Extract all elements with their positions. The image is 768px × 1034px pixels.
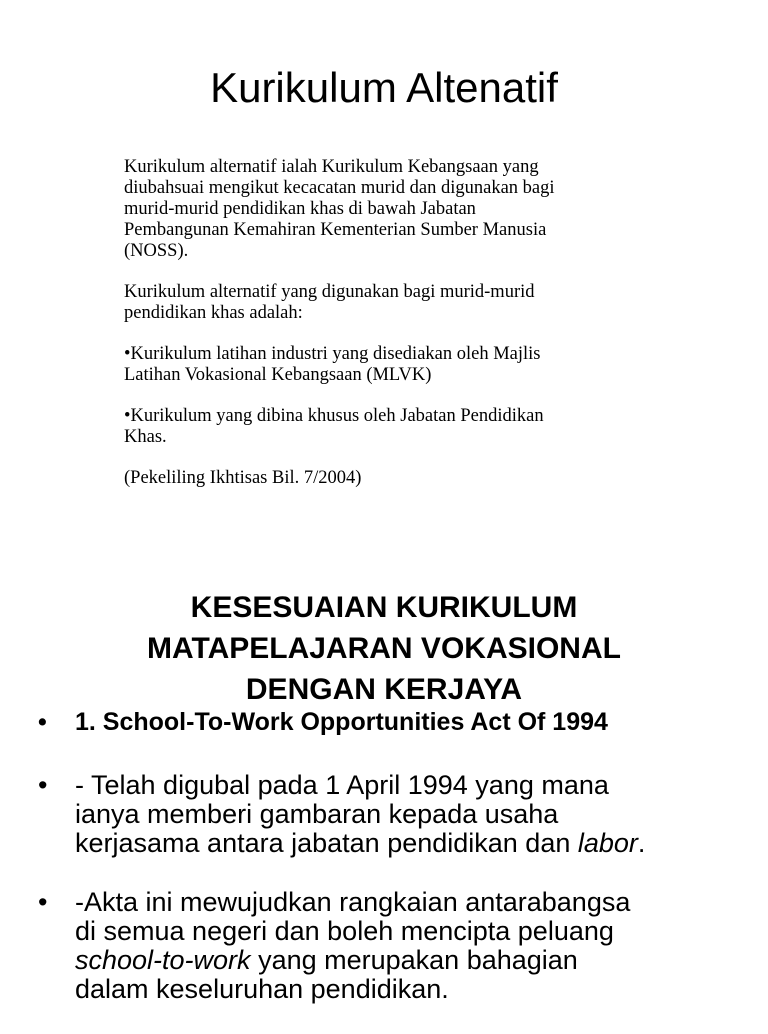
- bullet-text: 1. School-To-Work Opportunities Act Of 1994: [75, 708, 608, 736]
- bullet-act-enacted: [0, 771, 768, 858]
- bullet-line: di semua negeri dan boleh mencipta peluang: [75, 916, 614, 946]
- paragraph-definition: Kurikulum alternatif ialah Kurikulum Kebangsaan yang diubahsuai mengikut kecacatan murid dan digunakan bagi murid-murid pendidikan khas di bawah Jabatan Pembangunan Kemahiran Kementerian Sumber Manusia (NOSS).: [124, 157, 555, 261]
- bullet-line-text: yang merupakan bahagian: [250, 945, 578, 975]
- paragraph-mlvk: •Kurikulum latihan industri yang disediakan oleh Majlis Latihan Vokasional Kebangsaan (MLVK): [124, 344, 541, 385]
- bullet-icon: •: [38, 887, 48, 917]
- bullet-line: dalam keseluruhan pendidikan.: [75, 974, 449, 1004]
- bullet-line-text: kerjasama antara jabatan pendidikan dan: [75, 828, 578, 858]
- bullet-act-title: [0, 708, 768, 737]
- slide2-title-line: MATAPELAJARAN VOKASIONAL: [147, 632, 621, 665]
- bullet-line-emphasis: labor: [577, 828, 638, 858]
- paragraph-intro: Kurikulum alternatif yang digunakan bagi murid-murid pendidikan khas adalah:: [124, 282, 535, 323]
- bullet-line: ianya memberi gambaran kepada usaha: [75, 799, 559, 829]
- slide1-body: [124, 157, 644, 509]
- bullet-act-network: [0, 888, 768, 1004]
- slide2-title: [0, 587, 768, 710]
- paragraph-reference: (Pekeliling Ikhtisas Bil. 7/2004): [124, 468, 362, 488]
- paragraph-jpk: •Kurikulum yang dibina khusus oleh Jabatan Pendidikan Khas.: [124, 406, 544, 447]
- bullet-icon: •: [38, 770, 48, 800]
- slide2-title-line: KESESUAIAN KURIKULUM: [190, 591, 578, 624]
- slide1-title: Kurikulum Altenatif: [210, 64, 558, 111]
- slide2-title-line: DENGAN KERJAYA: [245, 673, 523, 706]
- bullet-line-emphasis: school-to-work: [75, 945, 251, 975]
- bullet-line: - Telah digubal pada 1 April 1994 yang mana: [75, 770, 609, 800]
- bullet-line-text: .: [637, 828, 646, 858]
- bullet-line: -Akta ini mewujudkan rangkaian antarabangsa: [75, 887, 631, 917]
- bullet-line: [75, 946, 748, 975]
- bullet-icon: •: [38, 708, 47, 736]
- bullet-line: [75, 829, 748, 858]
- bullet-list: [0, 708, 768, 1034]
